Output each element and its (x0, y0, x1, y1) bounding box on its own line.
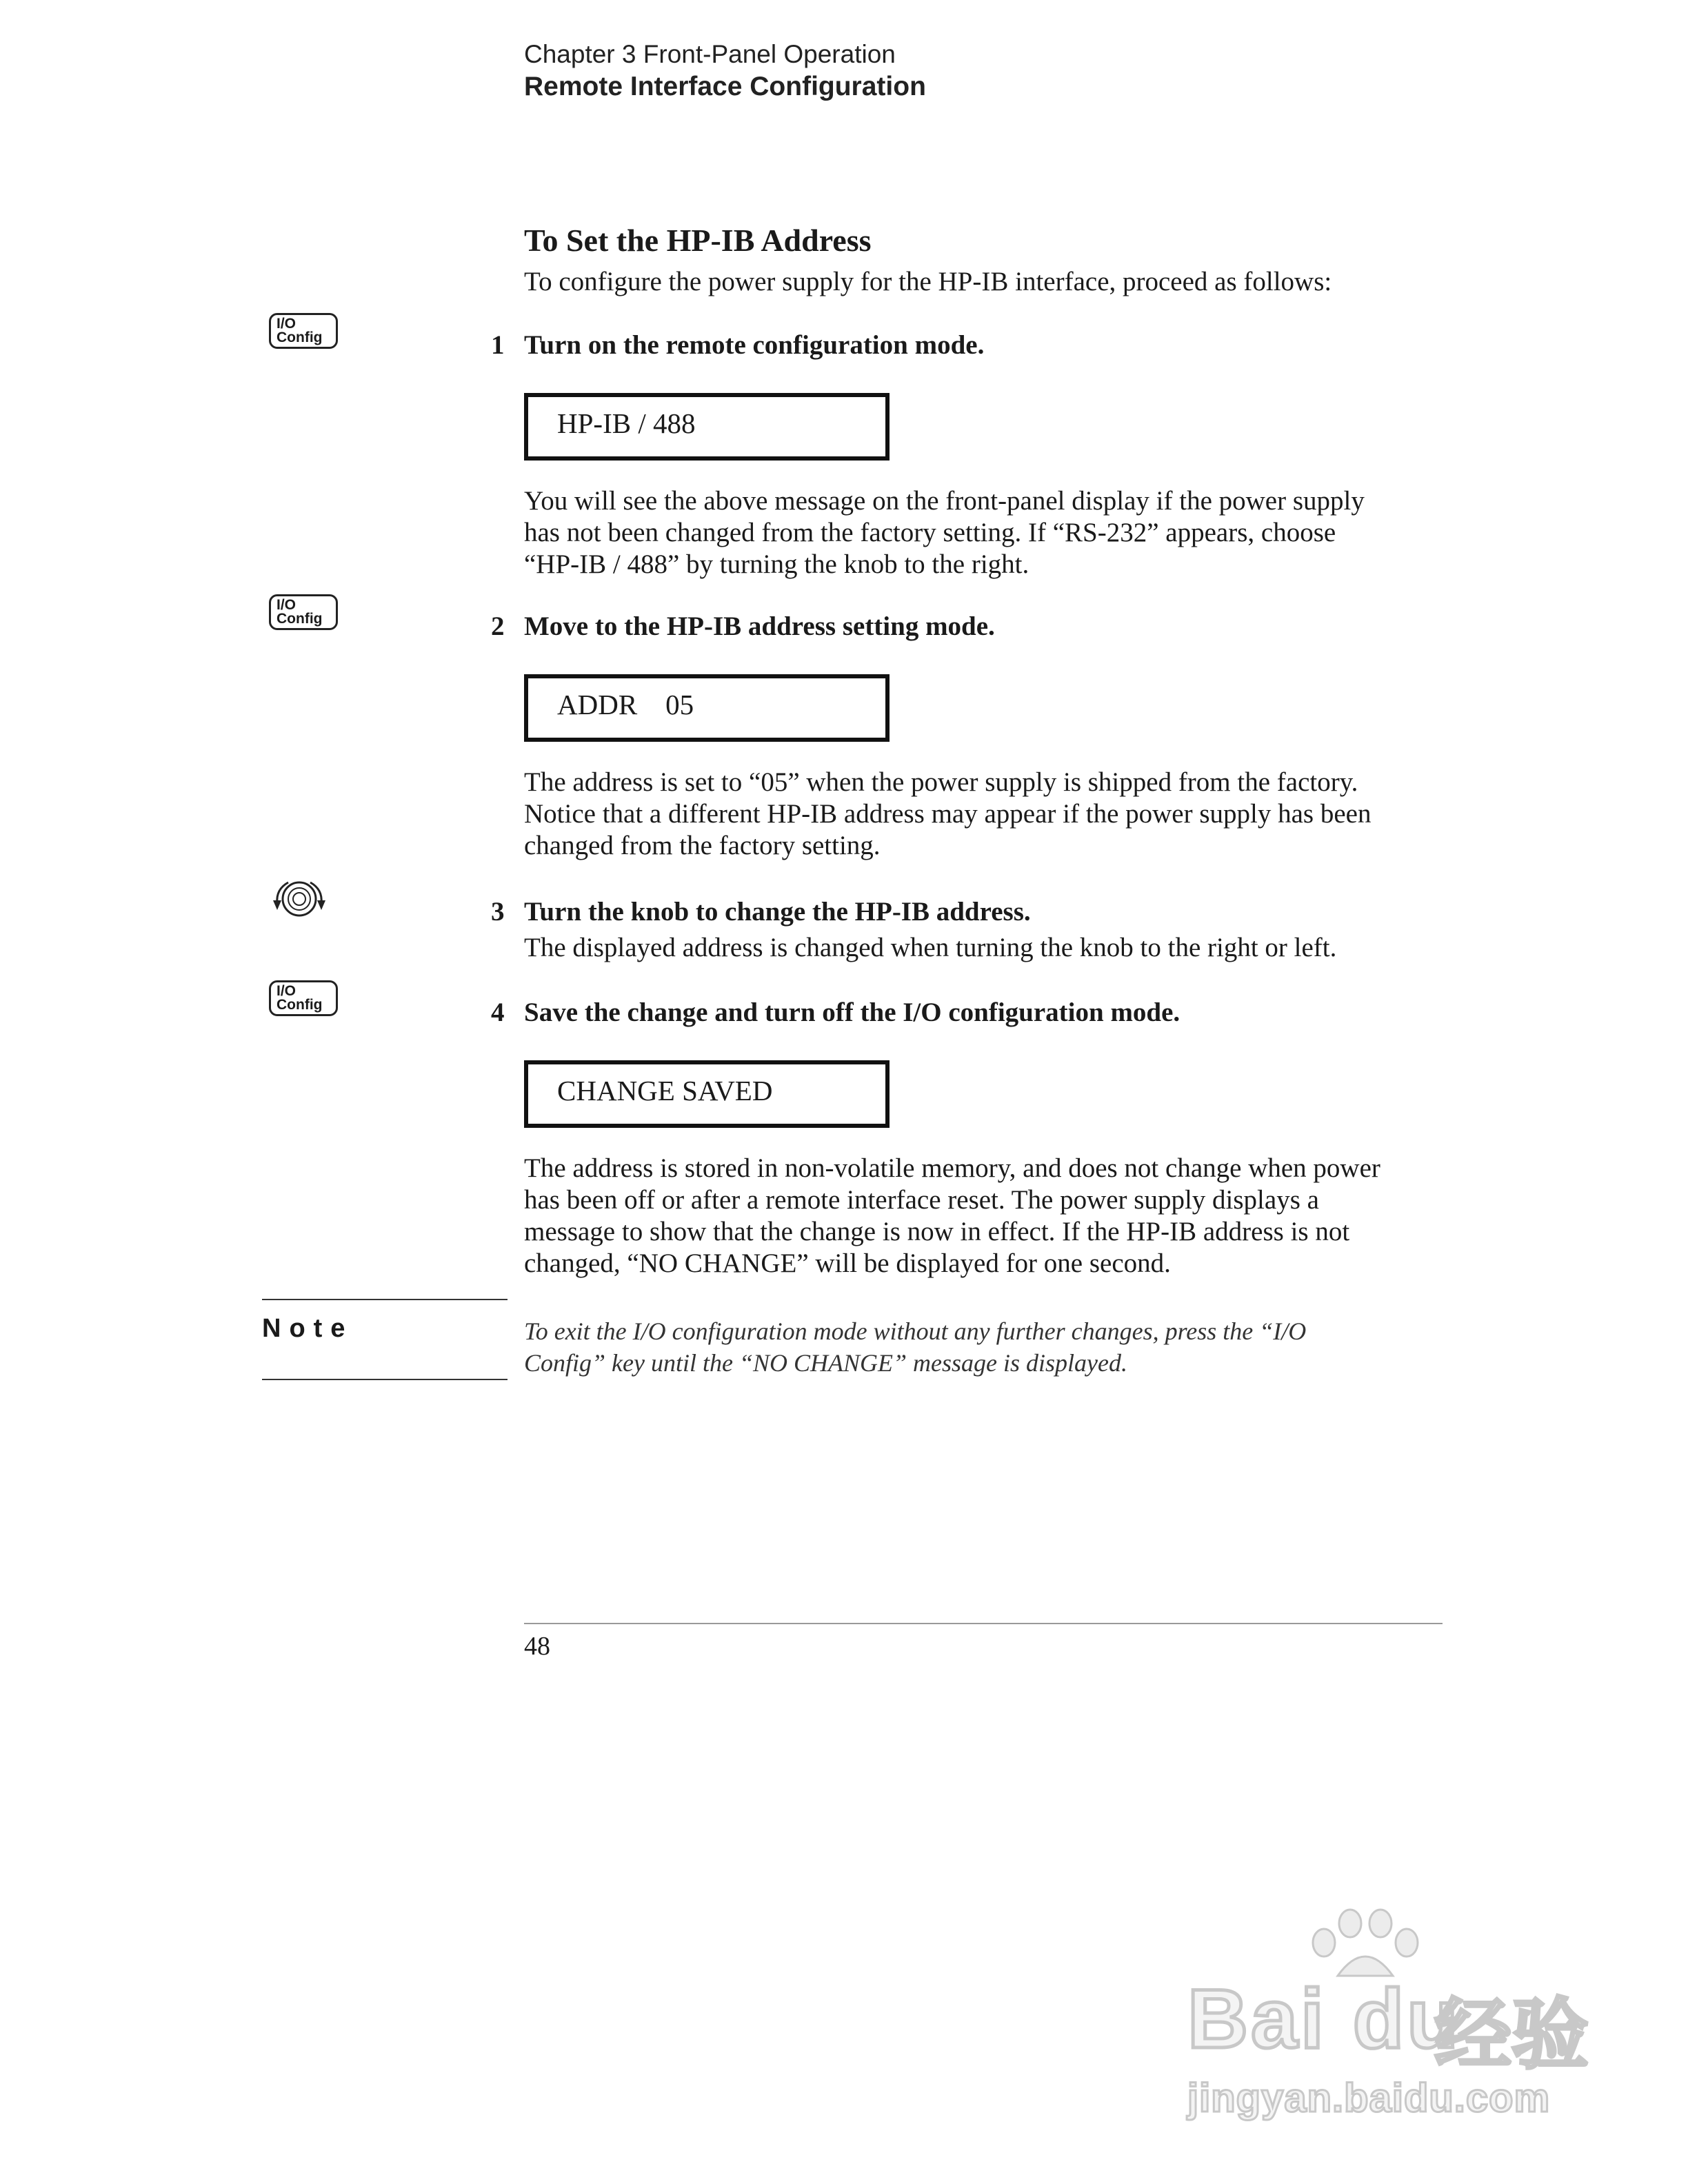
step-number: 4 (491, 998, 505, 1027)
display-message: CHANGE SAVED (557, 1075, 773, 1106)
intro-text: To configure the power supply for the HP-IB interface, proceed as follows: (524, 267, 1332, 296)
io-config-key-icon (269, 980, 338, 1016)
paragraph-line: You will see the above message on the front-panel display if the power supply (524, 486, 1365, 516)
step-description (524, 1153, 1448, 1280)
paragraph-line: message to show that the change is now in effect. If the HP-IB address is not (524, 1217, 1350, 1246)
paragraph-line: The displayed address is changed when turning the knob to the right or left. (524, 933, 1337, 962)
front-panel-display (524, 674, 890, 742)
io-config-key-icon (269, 594, 338, 630)
paragraph-line: has not been changed from the factory setting. If “RS-232” appears, choose (524, 518, 1336, 547)
paw-logo-icon (1296, 1903, 1434, 1979)
step-description (524, 767, 1448, 862)
key-label-config: Config (277, 997, 323, 1013)
front-panel-display (524, 1060, 890, 1128)
section-title: To Set the HP-IB Address (524, 223, 872, 258)
paragraph-line: Notice that a different HP-IB address may appear if the power supply has been (524, 799, 1372, 829)
note-label: Note (262, 1314, 354, 1343)
watermark-url: jingyan.baidu.com (1187, 2076, 1551, 2121)
key-label-config: Config (277, 611, 323, 627)
running-header-section: Remote Interface Configuration (524, 72, 926, 101)
note-line: Config” key until the “NO CHANGE” message is displayed. (524, 1349, 1127, 1377)
note-line: To exit the I/O configuration mode without any further changes, press the “I/O (524, 1317, 1307, 1345)
step-title: Move to the HP-IB address setting mode. (524, 611, 995, 641)
display-message: HP-IB / 488 (557, 407, 696, 439)
front-panel-display (524, 393, 890, 461)
watermark-brand: Bai du (1187, 1972, 1461, 2065)
running-header-chapter: Chapter 3 Front-Panel Operation (524, 40, 896, 68)
step-title: Turn on the remote configuration mode. (524, 330, 985, 360)
io-config-key-icon (269, 313, 338, 349)
paragraph-line: changed, “NO CHANGE” will be displayed for one second. (524, 1248, 1171, 1278)
note-top-rule (262, 1299, 508, 1300)
step-title: Save the change and turn off the I/O configuration mode. (524, 998, 1180, 1027)
page-number: 48 (524, 1632, 550, 1661)
paragraph-line: has been off or after a remote interface reset. The power supply displays a (524, 1185, 1319, 1215)
note-text (524, 1315, 1434, 1379)
paragraph-line: “HP-IB / 488” by turning the knob to the right. (524, 549, 1029, 579)
step-description (524, 485, 1448, 580)
key-label-config: Config (277, 330, 323, 345)
paragraph-line: The address is stored in non-volatile memory, and does not change when power (524, 1153, 1380, 1183)
key-label-io: I/O (277, 316, 297, 332)
step-number: 2 (491, 611, 505, 641)
key-label-io: I/O (277, 983, 297, 999)
key-label-io: I/O (277, 597, 297, 613)
step-description (524, 932, 1448, 964)
footer-rule (524, 1623, 1443, 1624)
paragraph-line: The address is set to “05” when the power supply is shipped from the factory. (524, 767, 1358, 797)
step-title: Turn the knob to change the HP-IB address. (524, 897, 1031, 927)
step-number: 3 (491, 897, 505, 927)
display-message: ADDR 05 (557, 689, 694, 720)
step-number: 1 (491, 330, 505, 360)
watermark-brand-cn: 经验 (1434, 1992, 1589, 2078)
note-bottom-rule (262, 1379, 508, 1380)
knob-icon (268, 876, 331, 922)
paragraph-line: changed from the factory setting. (524, 831, 881, 860)
